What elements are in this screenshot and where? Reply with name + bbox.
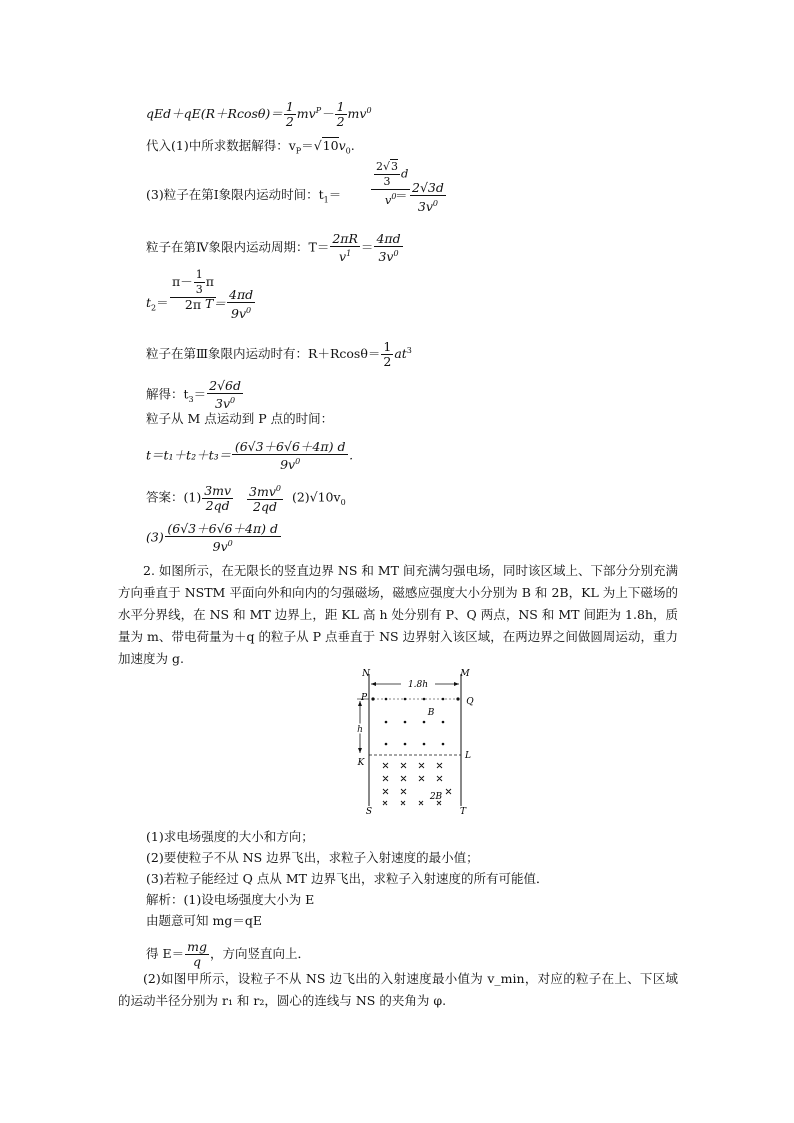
t1-compound-frac: $\frac{2√3}{3}$ d $v^0$ [371,160,410,207]
total-time-label: 粒子从 M 点运动到 P 点的时间： [146,411,334,426]
t3-motion: 粒子在第Ⅲ象限内运动时有：R＋Rcosθ＝ $\frac{1}{2}$ $at^3$ [146,339,412,369]
label-N: N [362,669,370,679]
subst-v-sub: 0 [345,146,351,156]
question-3: (3)若粒子能经过 Q 点从 MT 边界飞出，求粒子入射速度的所有可能值． [146,871,549,886]
t1-result-frac: 2√3d $3v^0$ [412,180,444,215]
energy-equation [146,100,372,129]
field-diagram [345,664,485,816]
width-arrow-left-head [371,682,376,686]
answer-line: 答案：(1) $\frac{3mv}{2qd}$ $\frac{3mv^0}{2qd}$ $(2)√10v_0$ [146,482,346,515]
answer-3: (3) $\frac{(6√3+6√6+4\pi) d}{9v^0}$ [146,522,282,554]
label-S: S [365,807,373,816]
T-frac: $\frac{2\pi R}{v^1}$ [332,231,358,265]
T-label: 粒子在第Ⅳ象限内运动周期：T＝ [146,239,330,255]
h-label: h [357,725,363,735]
subst-v: v [338,138,346,153]
t1-eq2: ＝ [395,188,408,203]
T-result-frac: $\frac{4\pi d}{3v^0}$ [376,231,401,265]
h-arrow-bottom-head [358,748,362,753]
t1-equation [146,186,341,210]
subst-sub: P [295,146,302,156]
frac-half-2: $\frac{1}{2}$ [336,99,345,129]
width-arrow-right-head [454,682,459,686]
label-Q: Q [466,697,474,707]
t2-result-frac: 4πd $9v^0$ [229,287,254,322]
subst-end: . [350,138,355,153]
t1-label: (3)粒子在第Ⅰ象限内运动时间：t [146,187,324,202]
analysis-1: 解析：(1)设电场强度大小为 E [146,892,315,907]
t1-eq: ＝ [328,187,342,202]
energy-minus: － [321,106,334,121]
label-T: T [459,807,467,816]
t1-inner-frac: $\frac{2√3}{3}$ [376,160,399,188]
t2-T: T＝ [205,296,226,311]
subst-eq: ＝ [301,138,314,153]
total-time-equation: t＝t₁＋t₂＋t₃＝ $\frac{(6√3+6√6+4\pi) d}{9v^0}$ . [146,439,354,473]
label-2B: 2B [429,792,443,802]
energy-term1-sup: P [315,105,322,115]
vp-result: 代入(1)中所求数据解得：$v_P=√10v_0$. [146,138,355,156]
period-equation [146,232,404,264]
analysis-2: 由题意可知 mg＝qE [146,913,262,928]
t3-solution: 解得：$t_3=$ $\frac{2√6d}{3v^0}$ [146,378,242,412]
energy-term1: mv [296,106,316,121]
label-K: K [357,758,365,768]
subst-text: 代入(1)中所求数据解得：v [146,138,296,153]
subst-root: 10 [322,138,339,153]
analysis-3: 得 E＝ $\frac{mg}{q}$ ，方向竖直向上． [146,939,310,969]
label-P: P [360,693,368,703]
t2-compound-frac: π－ $\frac{1}{3}$ π 2π [172,268,214,312]
question-2: (2)要使粒子不从 NS 边界飞出，求粒子入射速度的最小值； [146,850,479,865]
label-L: L [465,751,471,761]
t1-sub: 1 [323,195,329,205]
frac-half-1: $\frac{1}{2}$ [285,99,294,129]
t2-equation: $t_2=$ [146,295,169,313]
dots-upper-field [371,697,459,745]
energy-term2: mv [347,106,367,121]
label-M: M [460,669,470,679]
analysis-4: (2)如图甲所示，设粒子不从 NS 边飞出的入射速度最小值为 v_min，对应的粒子在上、下区域的运动半径分别为 r₁ 和 r₂，圆心的连线与 NS 的夹角为 φ. [118,971,678,1008]
energy-term2-sup: 0 [366,105,372,115]
problem-2-text: 2. 如图所示，在无限长的竖直边界 NS 和 MT 间充满匀强电场，同时该区域上、下部分分别充满方向垂直于 NSTM 平面向外和向内的匀强磁场，磁感应强度大小分别为 B 和 2B，KL 为上下磁场的水平分界线，在 NS 和 MT 边界上，距 KL 高 h 处分别有 P、Q 两点，NS 和 MT 间距为 1.8h，质量为 m、带电荷量为＋q 的粒子从 P 点垂直于 NS 边界射入该区域，在两边界之间做圆周运动，重力加速度为 g. [118,563,678,666]
question-1: (1)求电场强度的大小和方向； [146,829,314,844]
T-eq: ＝ [360,239,374,255]
width-label: 1.8h [407,680,429,690]
label-B: B [427,708,435,718]
energy-eq-lhs: qEd＋qE(R＋Rcosθ)＝ [146,106,283,121]
